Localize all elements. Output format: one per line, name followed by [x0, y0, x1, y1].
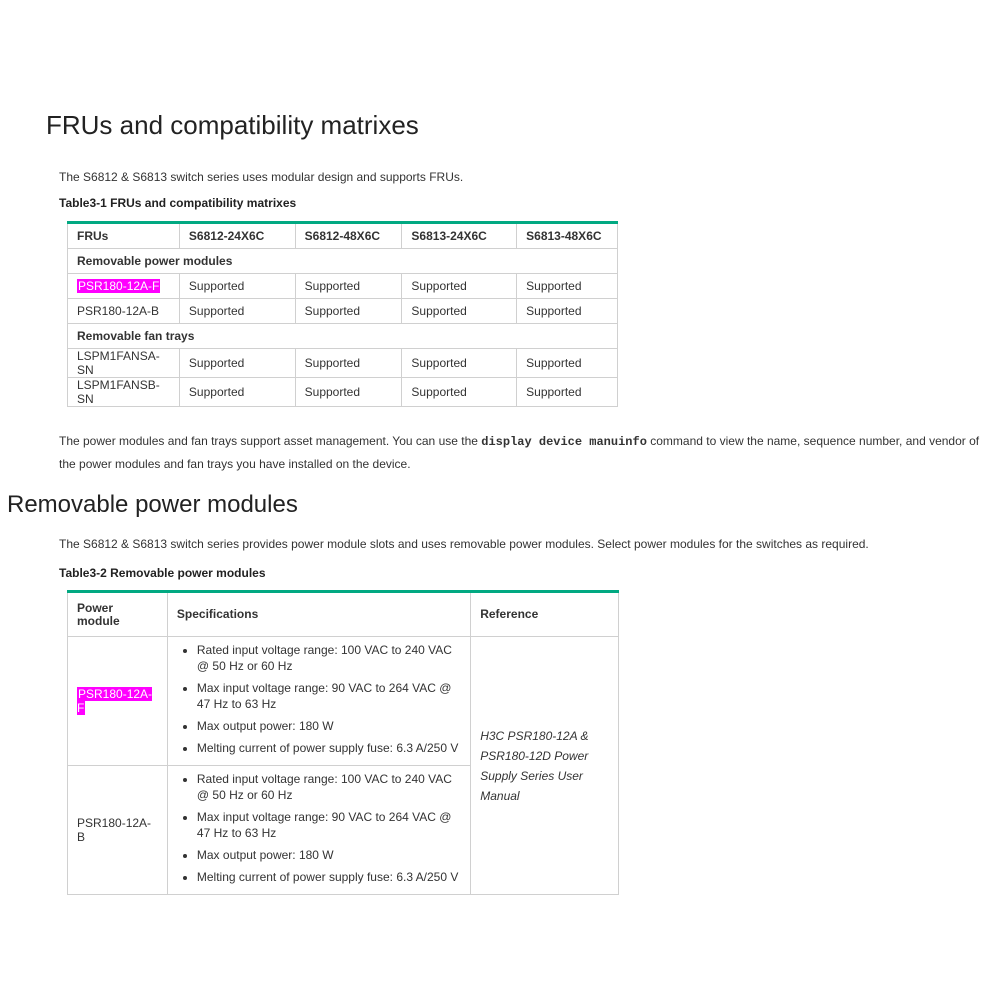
list-item: • Melting current of power supply fuse: 6.3 A/250 V [197, 740, 461, 756]
support-cell: Supported [517, 299, 618, 324]
note-text: command to view the name, sequence number, and vendor of the power modules and fan trays you have installed on the device. [59, 434, 980, 471]
module-name [68, 637, 168, 766]
fru-name: LSPM1FANSB-SN [68, 378, 180, 407]
support-cell: Supported [402, 349, 517, 378]
command-text: display device manuinfo [481, 435, 647, 449]
list-item: • Rated input voltage range: 100 VAC to 240 VAC @ 50 Hz or 60 Hz [197, 642, 461, 674]
support-cell: Supported [517, 274, 618, 299]
note-text: The power modules and fan trays support asset management. You can use the [59, 434, 482, 448]
support-cell: Supported [402, 299, 517, 324]
list-item: • Melting current of power supply fuse: 6.3 A/250 V [197, 869, 461, 885]
column-header: S6813-48X6C [517, 223, 618, 249]
list-item: • Max input voltage range: 90 VAC to 264 VAC @ 47 Hz to 63 Hz [197, 809, 461, 841]
support-cell: Supported [402, 378, 517, 407]
support-cell: Supported [295, 299, 402, 324]
list-item: • Max output power: 180 W [197, 847, 461, 863]
list-item: • Max output power: 180 W [197, 718, 461, 734]
fru-name [68, 274, 180, 299]
section-title-power-modules: Removable power modules [7, 491, 298, 518]
power-intro: The S6812 & S6813 switch series provides power module slots and uses removable power modules. Select power modules for the switches as required. [59, 537, 869, 551]
support-cell: Supported [517, 349, 618, 378]
column-header: Power module [68, 592, 168, 637]
table-header-row [68, 592, 619, 637]
support-cell: Supported [517, 378, 618, 407]
support-cell: Supported [402, 274, 517, 299]
table1-caption: Table3-1 FRUs and compatibility matrixes [59, 196, 297, 210]
search-highlight: PSR180-12A-F [78, 279, 160, 293]
section-row [68, 249, 618, 274]
support-cell: Supported [179, 378, 295, 407]
support-cell: Supported [179, 349, 295, 378]
support-cell: Supported [295, 274, 402, 299]
section-row [68, 324, 618, 349]
column-header: S6813-24X6C [402, 223, 517, 249]
column-header: S6812-24X6C [179, 223, 295, 249]
frus-intro: The S6812 & S6813 switch series uses modular design and supports FRUs. [59, 170, 464, 184]
table-row [68, 378, 618, 407]
section-label-fan: Removable fan trays [68, 324, 618, 349]
support-cell: Supported [179, 299, 295, 324]
reference-link[interactable]: H3C PSR180-12A & PSR180-12D Power Supply Series User Manual [471, 637, 619, 895]
table-header-row [68, 223, 618, 249]
support-cell: Supported [179, 274, 295, 299]
support-cell: Supported [295, 378, 402, 407]
support-cell: Supported [295, 349, 402, 378]
column-header: Reference [471, 592, 619, 637]
list-item: • Rated input voltage range: 100 VAC to 240 VAC @ 50 Hz or 60 Hz [197, 771, 461, 803]
column-header: S6812-48X6C [295, 223, 402, 249]
spec-cell [167, 637, 470, 766]
table-row [68, 349, 618, 378]
page-title: FRUs and compatibility matrixes [46, 110, 419, 140]
column-header: FRUs [68, 223, 180, 249]
spec-list [177, 642, 461, 756]
asset-management-note [59, 430, 999, 475]
fru-compatibility-table [67, 221, 618, 407]
fru-name: LSPM1FANSA-SN [68, 349, 180, 378]
column-header: Specifications [167, 592, 470, 637]
search-highlight: PSR180-12A-F [77, 687, 153, 715]
fru-name: PSR180-12A-B [68, 299, 180, 324]
spec-list [177, 771, 461, 885]
table2-caption: Table3-2 Removable power modules [59, 566, 266, 580]
module-name: PSR180-12A-B [68, 766, 168, 895]
list-item: • Max input voltage range: 90 VAC to 264 VAC @ 47 Hz to 63 Hz [197, 680, 461, 712]
section-label-power: Removable power modules [68, 249, 618, 274]
spec-cell [167, 766, 470, 895]
table-row [68, 274, 618, 299]
table-row [68, 637, 619, 766]
power-modules-table [67, 590, 619, 895]
table-row [68, 299, 618, 324]
